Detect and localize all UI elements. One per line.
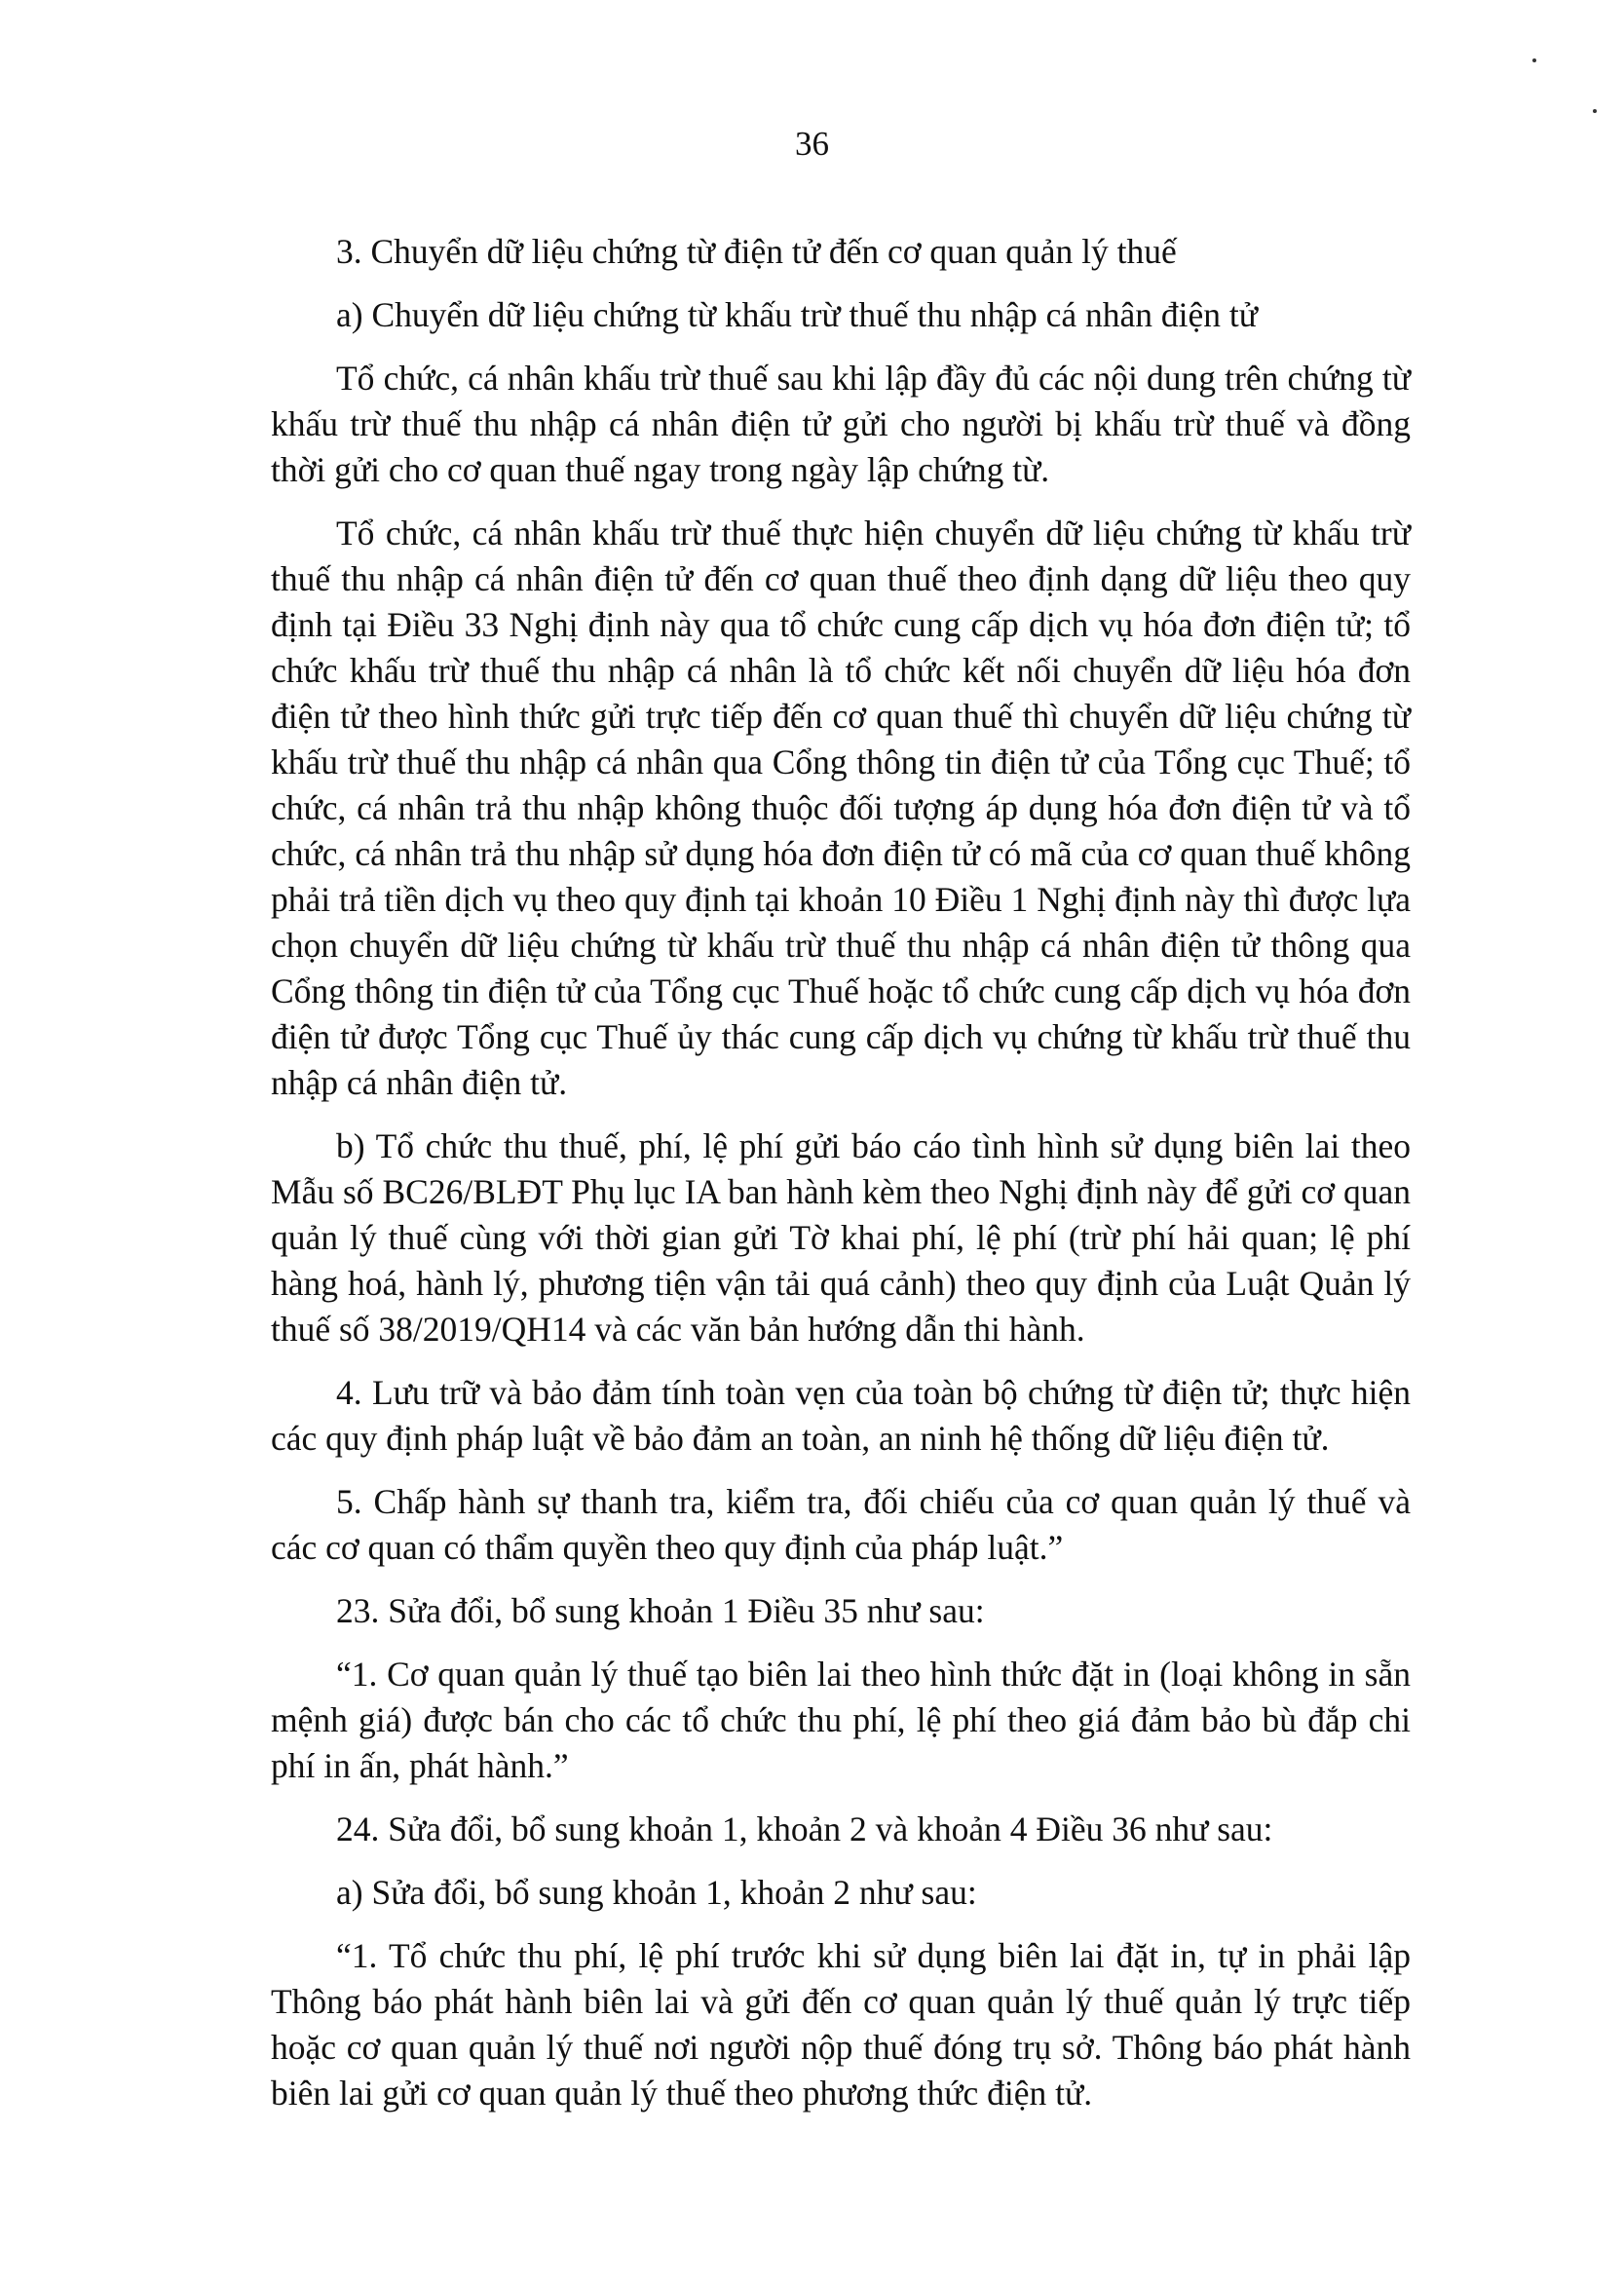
paragraph-item-4: 4. Lưu trữ và bảo đảm tính toàn vẹn của toàn bộ chứng từ điện tử; thực hiện các quy định pháp luật về bảo đảm an toàn, an ninh hệ thống dữ liệu điện tử. (271, 1373, 1411, 1458)
document-body (271, 229, 1411, 2134)
sub-heading-a: a) Sửa đổi, bổ sung khoản 1, khoản 2 như sau: (336, 1873, 977, 1912)
paragraph: Tổ chức, cá nhân khấu trừ thuế thực hiện chuyển dữ liệu chứng từ khấu trừ thuế thu nhập cá nhân điện tử đến cơ quan thuế theo định dạng dữ liệu theo quy định tại Điều 33 Nghị định này qua tổ chức cung cấp dịch vụ hóa đơn điện tử; tổ chức khấu trừ thuế thu nhập cá nhân là tổ chức kết nối chuyển dữ liệu hóa đơn điện tử theo hình thức gửi trực tiếp đến cơ quan thuế thì chuyển dữ liệu chứng từ khấu trừ thuế thu nhập cá nhân qua Cổng thông tin điện tử của Tổng cục Thuế; tổ chức, cá nhân trả thu nhập không thuộc đối tượng áp dụng hóa đơn điện tử và tổ chức, cá nhân trả thu nhập sử dụng hóa đơn điện tử có mã của cơ quan thuế không phải trả tiền dịch vụ theo quy định tại khoản 10 Điều 1 Nghị định này thì được lựa chọn chuyển dữ liệu chứng từ khấu trừ thuế thu nhập cá nhân điện tử thông qua Cổng thông tin điện tử của Tổng cục Thuế hoặc tổ chức cung cấp dịch vụ hóa đơn điện tử được Tổng cục Thuế ủy thác cung cấp dịch vụ chứng từ khấu trừ thuế thu nhập cá nhân điện tử. (271, 514, 1411, 1102)
page-number: 36 (795, 125, 829, 163)
paragraph-item-b: b) Tổ chức thu thuế, phí, lệ phí gửi báo cáo tình hình sử dụng biên lai theo Mẫu số BC26/BLĐT Phụ lục IA ban hành kèm theo Nghị định này để gửi cơ quan quản lý thuế cùng với thời gian gửi Tờ khai phí, lệ phí (trừ phí hải quan; lệ phí hàng hoá, hành lý, phương tiện vận tải quá cảnh) theo quy định của Luật Quản lý thuế số 38/2019/QH14 và các văn bản hướng dẫn thi hành. (271, 1126, 1411, 1349)
scan-speck (1532, 58, 1536, 62)
quoted-paragraph: “1. Cơ quan quản lý thuế tạo biên lai theo hình thức đặt in (loại không in sẵn mệnh giá) được bán cho các tổ chức thu phí, lệ phí theo giá đảm bảo bù đắp chi phí in ấn, phát hành.” (271, 1655, 1411, 1785)
heading-item-3: 3. Chuyển dữ liệu chứng từ điện tử đến cơ quan quản lý thuế (336, 232, 1177, 271)
paragraph-item-5: 5. Chấp hành sự thanh tra, kiểm tra, đối chiếu của cơ quan quản lý thuế và các cơ quan có thẩm quyền theo quy định của pháp luật.” (271, 1482, 1411, 1567)
sub-heading-a: a) Chuyển dữ liệu chứng từ khấu trừ thuế thu nhập cá nhân điện tử (336, 295, 1259, 334)
scan-speck (1593, 109, 1597, 113)
quoted-paragraph: “1. Tổ chức thu phí, lệ phí trước khi sử dụng biên lai đặt in, tự in phải lập Thông báo phát hành biên lai và gửi đến cơ quan quản lý thuế quản lý trực tiếp hoặc cơ quan quản lý thuế nơi người nộp thuế đóng trụ sở. Thông báo phát hành biên lai gửi cơ quan quản lý thuế theo phương thức điện tử. (271, 1936, 1411, 2113)
paragraph: Tổ chức, cá nhân khấu trừ thuế sau khi lập đầy đủ các nội dung trên chứng từ khấu trừ thuế thu nhập cá nhân điện tử gửi cho người bị khấu trừ thuế và đồng thời gửi cho cơ quan thuế ngay trong ngày lập chứng từ. (271, 359, 1411, 489)
amendment-heading-23: 23. Sửa đổi, bổ sung khoản 1 Điều 35 như sau: (336, 1591, 985, 1630)
amendment-heading-24: 24. Sửa đổi, bổ sung khoản 1, khoản 2 và khoản 4 Điều 36 như sau: (336, 1809, 1273, 1848)
